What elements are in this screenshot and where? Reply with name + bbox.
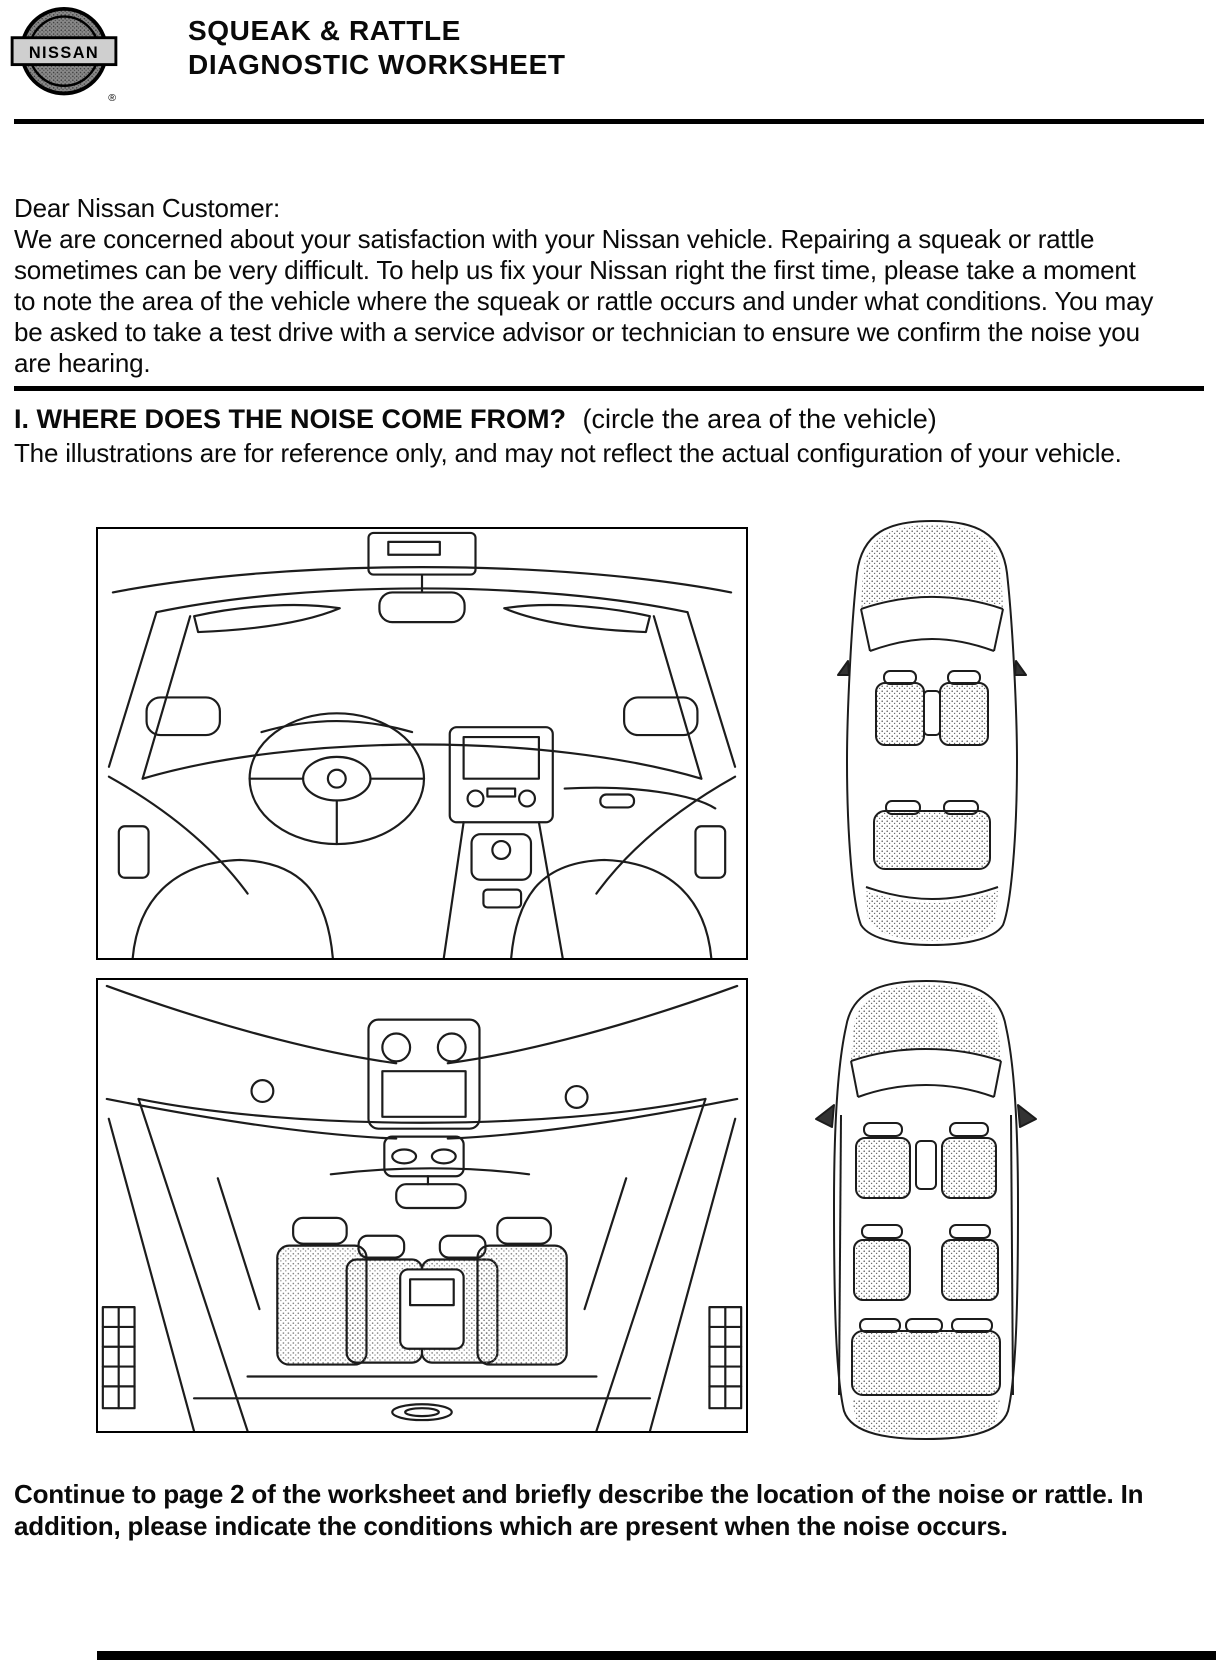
minivan-top-view-illustration [808, 975, 1044, 1445]
header [10, 6, 566, 104]
sedan-top-view-illustration [836, 515, 1028, 949]
nissan-logo-icon [10, 6, 118, 104]
rear-interior-illustration [98, 980, 746, 1431]
top-divider [14, 119, 1204, 124]
footer-instruction: Continue to page 2 of the worksheet and briefly describe the location of the noise or rattle. In addition, please indicate the conditions which are present when the noise occurs. [14, 1479, 1144, 1541]
salutation: Dear Nissan Customer: [14, 193, 280, 223]
section-divider [14, 386, 1204, 391]
registered-mark: ® [108, 92, 116, 104]
section1-heading-bold: I. WHERE DOES THE NOISE COME FROM? [14, 404, 567, 434]
sedan-top-view-illustration-wrap [836, 515, 1028, 949]
title-line-2: DIAGNOSTIC WORKSHEET [188, 49, 566, 80]
front-interior-illustration [98, 529, 746, 958]
logo-brand-text: NISSAN [28, 43, 100, 62]
section1-heading [14, 403, 1184, 435]
section1-disclaimer: The illustrations are for reference only, and may not reflect the actual configuration of your vehicle. [14, 438, 1122, 468]
rear-interior-illustration-box [96, 978, 748, 1433]
intro-body-text: We are concerned about your satisfaction with your Nissan vehicle. Repairing a squeak or rattle sometimes can be very difficult. To help us fix your Nissan right the first time, please take a moment to note the area of the vehicle where the squeak or rattle occurs and under what conditions. You may be asked to take a test drive with a service advisor or technician to ensure we confirm the noise you are hearing. [14, 224, 1154, 378]
page-edge-strip [97, 1651, 1216, 1660]
intro-paragraph [14, 193, 1154, 379]
document-title [188, 6, 566, 82]
minivan-top-view-illustration-wrap [808, 975, 1044, 1445]
front-interior-illustration-box [96, 527, 748, 960]
section1-heading-note: (circle the area of the vehicle) [582, 404, 937, 434]
title-line-1: SQUEAK & RATTLE [188, 15, 461, 46]
